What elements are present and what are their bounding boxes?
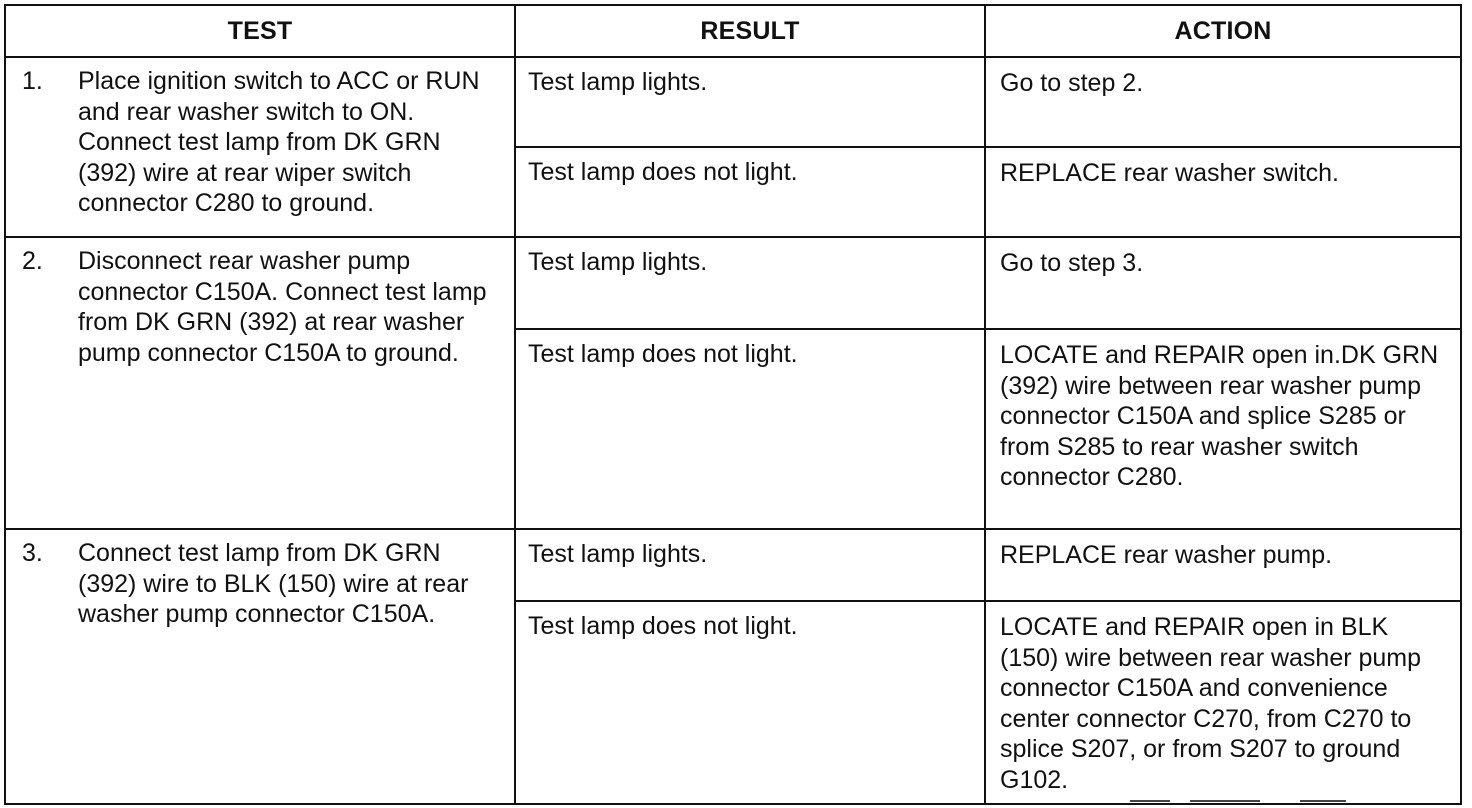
result-cell: Test lamp lights. [515,237,985,329]
result-cell: Test lamp does not light. [515,601,985,804]
scan-artifact [1130,800,1170,802]
header-row [5,5,1461,57]
result-cell: Test lamp lights. [515,57,985,147]
diagnostic-sheet [4,4,1460,802]
result-cell: Test lamp does not light. [515,147,985,237]
scan-artifact [1190,800,1260,802]
result-cell: Test lamp lights. [515,529,985,601]
table-row [5,57,1461,147]
test-cell-step-1 [5,57,515,237]
action-cell: REPLACE rear washer switch. [985,147,1461,237]
step-number: 1. [22,67,43,95]
header-test: TEST [5,5,515,57]
step-instruction: Connect test lamp from DK GRN (392) wire to BLK (150) wire at rear washer pump connector C150A. [78,539,469,628]
action-cell: LOCATE and REPAIR open in.DK GRN (392) wire between rear washer pump connector C150A and splice S285 or from S285 to rear washer switch connector C280. [985,329,1461,529]
table-row [5,529,1461,601]
diagnostic-table [4,4,1462,805]
step-instruction: Place ignition switch to ACC or RUN and rear washer switch to ON. Connect test lamp from DK GRN (392) wire at rear wiper switch connector C280 to ground. [78,67,480,217]
test-cell-step-2 [5,237,515,529]
step-number: 2. [22,247,43,275]
test-cell-step-3 [5,529,515,804]
step-number: 3. [22,539,43,567]
action-cell: REPLACE rear washer pump. [985,529,1461,601]
header-result: RESULT [515,5,985,57]
result-cell: Test lamp does not light. [515,329,985,529]
header-action: ACTION [985,5,1461,57]
action-cell: Go to step 3. [985,237,1461,329]
table-row [5,237,1461,329]
step-instruction: Disconnect rear washer pump connector C150A. Connect test lamp from DK GRN (392) at rear washer pump connector C150A to ground. [78,247,487,367]
action-cell: Go to step 2. [985,57,1461,147]
scan-artifact [1300,800,1346,802]
action-cell: LOCATE and REPAIR open in BLK (150) wire between rear washer pump connector C150A and convenience center connector C270, from C270 to splice S207, or from S207 to ground G102. [985,601,1461,804]
